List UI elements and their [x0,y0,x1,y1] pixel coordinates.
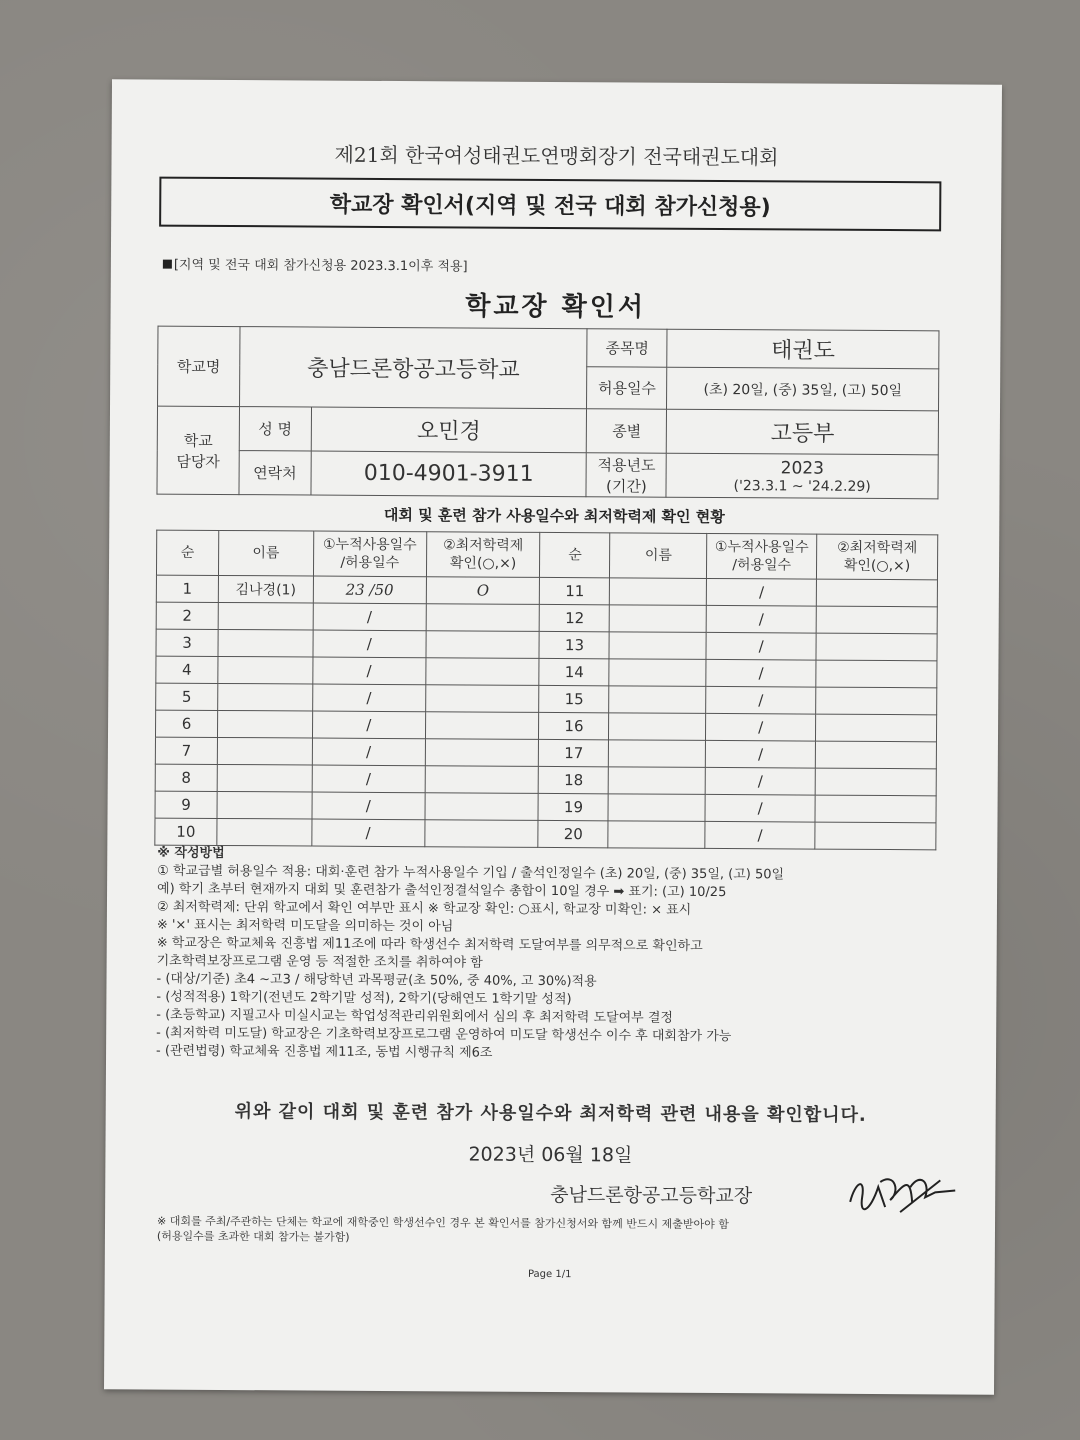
footnote-line-1: ※ 대회를 주최/주관하는 단체는 학교에 재학중인 학생선수인 경우 본 확인서를 참가신청서와 함께 반드시 제출받아야 함 [156,1214,729,1232]
doc-title: 학교장 확인서 [465,291,647,323]
period-value: ('23.3.1 ~ '24.2.29) [733,477,871,495]
table-row: 9 / 19 / [155,791,936,823]
note-line: - (대상/기준) 초4 ~고3 / 해당학년 과목평균(초 50%, 중 40%, 고 30%)적용 [156,971,597,990]
col-name: 이름 [218,530,313,576]
sport-label: 종목명 [587,329,667,367]
footnote-line-2: (허용일수를 초과한 대회 참가는 불가함) [156,1229,350,1244]
year-label: 적용년도 (기간) [586,453,666,497]
note-line: ① 학교급별 허용일수 적용: 대회·훈련 참가 누적사용일수 기입 / 출석인정일수 (초) 20일, (중) 35일, (고) 50일 [157,863,785,883]
note-line: - (성적적용) 1학기(전년도 2학기말 성적), 2학기(당해연도 1학기말 성적) [156,989,572,1008]
year-value-cell [666,453,938,499]
note-line: ※ '×' 표시는 최저학력 미도달을 의미하는 것이 아님 [156,917,454,935]
year-value: 2023 [780,457,824,479]
page-number: Page 1/1 [527,1268,572,1281]
notice [163,254,468,275]
col-no-2: 순 [540,532,610,577]
table-row: 6 / 16 / [155,710,936,742]
document-paper [104,79,1002,1394]
participants-table [154,530,938,851]
col-edu: ②최저학력제 확인(○,×) [426,532,540,578]
writing-notes [156,845,957,1066]
table-row: 4 / 14 / [156,656,937,688]
note-line: ② 최저학력제: 단위 학교에서 확인 여부만 표시 ※ 학교장 확인: ○표시, 학교장 미확인: × 표시 [156,899,692,918]
allowed-days-label: 허용일수 [587,367,667,409]
form-title: 학교장 확인서(지역 및 전국 대회 참가신청용) [159,177,941,232]
issue-date: 2023년 06월 18일 [468,1143,633,1167]
note-line: - (초등학교) 지필고사 미실시교는 학업성적관리위원회에서 심의 후 최저학력 도달여부 결정 [156,1007,674,1026]
school-label: 학교명 [158,326,240,406]
col-name-2: 이름 [610,533,707,579]
division-value: 고등부 [667,409,939,455]
list-title: 대회 및 훈련 참가 사용일수와 최저학력제 확인 현황 [383,505,725,527]
name-label: 성 명 [239,407,311,451]
col-days-2: ①누적사용일수 /허용일수 [707,533,817,579]
table-row: 8 / 18 / [155,764,936,796]
note-line: - (최저학력 미도달) 학교장은 기초학력보장프로그램 운영하여 미도달 학생선수 이수 후 대회참가 가능 [156,1025,732,1045]
sport-value: 태권도 [667,329,939,369]
division-label: 종별 [587,409,667,453]
school-value: 충남드론항공고등학교 [239,327,587,409]
table-row: 7 / 17 / [155,737,936,769]
info-table [156,326,939,500]
note-line: ※ 작성방법 [157,845,225,861]
note-line: - (관련법령) 학교체육 진흥법 제11조, 동법 시행규칙 제6조 [156,1043,493,1061]
name-value: 오민경 [311,407,587,453]
contact-label: 연락처 [239,451,311,495]
confirm-statement: 위와 같이 대회 및 훈련 참가 사용일수와 최저학력 관련 내용을 확인합니다. [234,1101,867,1126]
allowed-days-value: (초) 20일, (중) 35일, (고) 50일 [667,367,939,411]
table-row: 5 / 15 / [156,683,937,715]
table-row: 10 / 20 / [155,818,936,850]
table-header-row [156,530,937,580]
signature-icon [840,1162,960,1223]
note-line: 기초학력보장프로그램 운영 등 적절한 조치를 취하여야 함 [156,953,483,971]
contact-value: 010-4901-3911 [311,451,587,497]
table-row: 1 김나경(1) 23 /50 O 11 / [156,575,937,607]
table-row: 2 / 12 / [156,602,937,634]
table-row: 3 / 13 / [156,629,937,661]
col-days: ①누적사용일수 /허용일수 [313,531,426,577]
manager-label: 학교 담당자 [157,406,239,494]
event-title: 제21회 한국여성태권도연맹회장기 전국태권도대회 [334,142,779,170]
note-line: ※ 학교장은 학교체육 진흥법 제11조에 따라 학생선수 최저학력 도달여부를 의무적으로 확인하고 [156,935,703,954]
footnote [157,1214,729,1247]
col-no: 순 [156,530,218,575]
note-line: 예) 학기 초부터 현재까지 대회 및 훈련참가 출석인정결석일수 총합이 10일 경우 ➡ 표기: (고) 10/25 [157,881,727,901]
col-edu-2: ②최저학력제 확인(○,×) [817,534,938,580]
notice-text: [지역 및 전국 대회 참가신청용 2023.3.1이후 적용] [173,257,468,275]
principal-title: 충남드론항공고등학교장 [550,1183,753,1208]
square-bullet-icon [163,260,172,269]
